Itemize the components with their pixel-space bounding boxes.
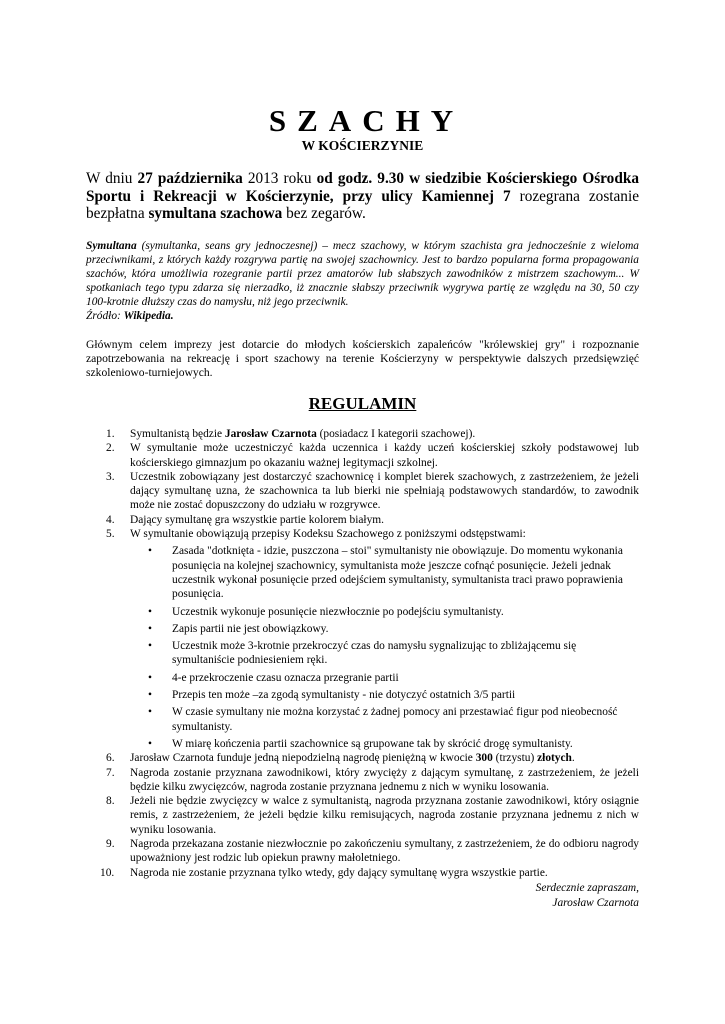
rule-item	[86, 866, 639, 880]
exception-text: 4-e przekroczenie czasu oznacza przegranie partii	[172, 671, 399, 684]
bullet-icon: •	[148, 605, 152, 618]
rule-text: Jeżeli nie będzie zwycięzcy w walce z symultanistą, nagroda przyznana zostanie zawodnikowi, który osiągnie remis, z zastrzeżeniem, że jeżeli będzie kilku remisujących, nagroda zostanie przyznana jednemu z nich w wyniku losowania.	[130, 795, 639, 836]
rule-organizer-name: Jarosław Czarnota	[224, 428, 317, 440]
regulations-list	[86, 427, 639, 880]
prize-amount: 300	[475, 752, 493, 765]
rule-text: Nagroda nie zostanie przyznana tylko wtedy, gdy dający symultanę wygra wszystkie partie.	[130, 866, 548, 879]
signature-greeting: Serdecznie zapraszam,	[535, 882, 639, 894]
rule-text: W symultanie obowiązują przepisy Kodeksu Szachowego z poniższymi odstępstwami:	[130, 528, 526, 541]
exception-text: W miarę kończenia partii szachownice są grupowane tak by skrócić drogę symultanisty.	[172, 737, 573, 750]
rule-number: 8.	[106, 795, 115, 808]
rule-item	[86, 751, 639, 765]
bullet-icon: •	[148, 737, 152, 750]
rule-number: 10.	[100, 866, 115, 879]
exception-text: Uczestnik może 3-krotnie przekroczyć czas do namysłu sygnalizując to zbliżającemu się symultaniście podniesieniem ręki.	[172, 640, 577, 667]
exception-item	[86, 544, 639, 601]
rule-text: Nagroda przekazana zostanie niezwłocznie po zakończeniu symultany, z zastrzeżeniem, że do odbioru nagrody upoważniony jest rodzic lub opiekun prawny małoletniego.	[130, 838, 639, 865]
exception-item	[86, 605, 639, 619]
rule-number: 5.	[106, 528, 115, 541]
rule-item	[86, 441, 639, 470]
rule-text: (trzystu)	[492, 752, 538, 765]
bullet-icon: •	[148, 671, 152, 684]
bullet-icon: •	[148, 640, 152, 653]
rule-text: Dający symultanę gra wszystkie partie kolorem białym.	[130, 513, 384, 526]
rule-item	[86, 427, 639, 441]
bullet-icon: •	[148, 545, 152, 558]
rule-number: 3.	[106, 470, 115, 483]
rule-text: W symultanie może uczestniczyć każda uczennica i każdy uczeń kościerskiej szkoły podstawowej lub kościerskiego gimnazjum po okazaniu ważnej legitymacji szkolnej.	[130, 442, 639, 469]
intro-text-1: W dniu	[86, 170, 138, 187]
rule-number: 2.	[106, 442, 115, 455]
exception-item	[86, 688, 639, 702]
signature-block	[536, 881, 639, 911]
definition-paragraph	[86, 239, 639, 323]
intro-time-place: od godz. 9.30 w siedzibie Kościerskiego Ośrodka Sportu i Rekreacji w Kościerzynie, przy ulicy Kamiennej 7	[86, 170, 639, 205]
rule-item	[86, 527, 639, 751]
rule-number: 7.	[106, 766, 115, 779]
bullet-icon: •	[148, 706, 152, 719]
intro-paragraph	[86, 170, 639, 223]
definition-text: (symultanka, seans gry jednoczesnej) – mecz szachowy, w którym szachista gra jednocześnie z wieloma przeciwnikami, z których każdy rozgrywa partię na swojej szachownicy. Jest to bardzo popularna forma propagowania szachów, która umożliwia rozegranie partii przez amatorów lub słabszych zawodników z mistrzem szachowym... W spotkaniach tego typu zdarza się nierzadko, iż znacznie słabszy przeciwnik wygrywa partię ze względu na 30, 50 czy 100-krotnie dłuższy czas do namysłu, niż jego przeciwnik.	[86, 240, 639, 308]
exception-text: Zapis partii nie jest obowiązkowy.	[172, 622, 329, 635]
rule-number: 6.	[106, 752, 115, 765]
definition-term: Symultana	[86, 240, 137, 252]
rule-text: Nagroda zostanie przyznana zawodnikowi, który zwycięży z dającym symultanę, z zastrzeżeniem, że jeżeli będzie kilku zwycięzców, nagroda zostanie przyznana jednemu z nich w wyniku losowania.	[130, 766, 639, 793]
rule-text: (posiadacz I kategorii szachowej).	[316, 428, 476, 440]
exception-text: Zasada "dotknięta - idzie, puszczona – stoi" symultanisty nie obowiązuje. Do momentu wykonania posunięcia na kolejnej szachownicy, symultanista może jeszcze cofnąć posunięcie. Jeżeli jednak uczestnik wykonał posunięcie przed odejściem symultanisty, symultanista traci prawo poprawienia posunięcia.	[172, 545, 623, 601]
exception-item	[86, 639, 639, 668]
intro-text-3: rozegrana zostanie bezpłatna	[86, 187, 639, 223]
intro-text-2: 2013 roku	[242, 170, 317, 187]
aim-paragraph: Głównym celem imprezy jest dotarcie do młodych kościerskich zapaleńców "królewskiej gry" i rozpoznanie zapotrzebowania na rekreację i sport szachowy na terenie Kościerzyny w perspektywie dalszych przedsięwzięć szkoleniowo-turniejowych.	[86, 338, 639, 380]
rule-item	[86, 837, 639, 866]
exception-text: Przepis ten może –za zgodą symultanisty - nie dotyczyć ostatnich 3/5 partii	[172, 689, 516, 702]
intro-text-4: bez zegarów.	[282, 205, 366, 223]
bullet-icon: •	[148, 689, 152, 702]
rule-number: 1.	[106, 428, 115, 440]
exception-item	[86, 705, 639, 734]
prize-currency: złotych	[537, 752, 572, 765]
signature-name: Jarosław Czarnota	[552, 897, 639, 909]
rule-text: Uczestnik zobowiązany jest dostarczyć szachownicę i komplet bierek szachowych, z zastrzeżeniem, że jeżeli dający symultanę uzna, że szachownica ta lub bierki nie spełniają podstawowych standardów, to zawodnik może nie zostać dopuszczony do udziału w rozgrywce.	[130, 470, 639, 512]
source-label: Źródło:	[86, 310, 124, 322]
rule-item	[86, 766, 639, 795]
document-title: SZACHY	[268, 103, 465, 138]
exception-item	[86, 671, 639, 685]
exception-item	[86, 622, 639, 636]
rule-item	[86, 794, 639, 837]
rule-text: .	[571, 752, 575, 765]
document-subtitle: W KOŚCIERZYNIE	[301, 138, 424, 153]
intro-date: 27 października	[137, 170, 243, 187]
rule-text: Symultanistą będzie	[130, 428, 225, 440]
exceptions-list	[86, 544, 639, 751]
rule-item	[86, 470, 639, 513]
exception-text: Uczestnik wykonuje posunięcie niezwłocznie po podejściu symultanisty.	[172, 605, 504, 618]
exception-item	[86, 737, 639, 751]
exception-text: W czasie symultany nie można korzystać z żadnej pomocy ani przestawiać figur pod nieobecność symultanisty.	[172, 706, 618, 733]
source-name: Wikipedia.	[123, 310, 174, 322]
regulations-title: REGULAMIN	[308, 394, 417, 413]
rule-number: 9.	[106, 838, 115, 851]
rule-number: 4.	[106, 513, 115, 526]
rule-item	[86, 513, 639, 527]
rule-text: Jarosław Czarnota funduje jedną niepodzielną nagrodę pieniężną w kwocie	[130, 752, 476, 765]
intro-event: symultana szachowa	[148, 205, 283, 223]
bullet-icon: •	[148, 622, 152, 635]
